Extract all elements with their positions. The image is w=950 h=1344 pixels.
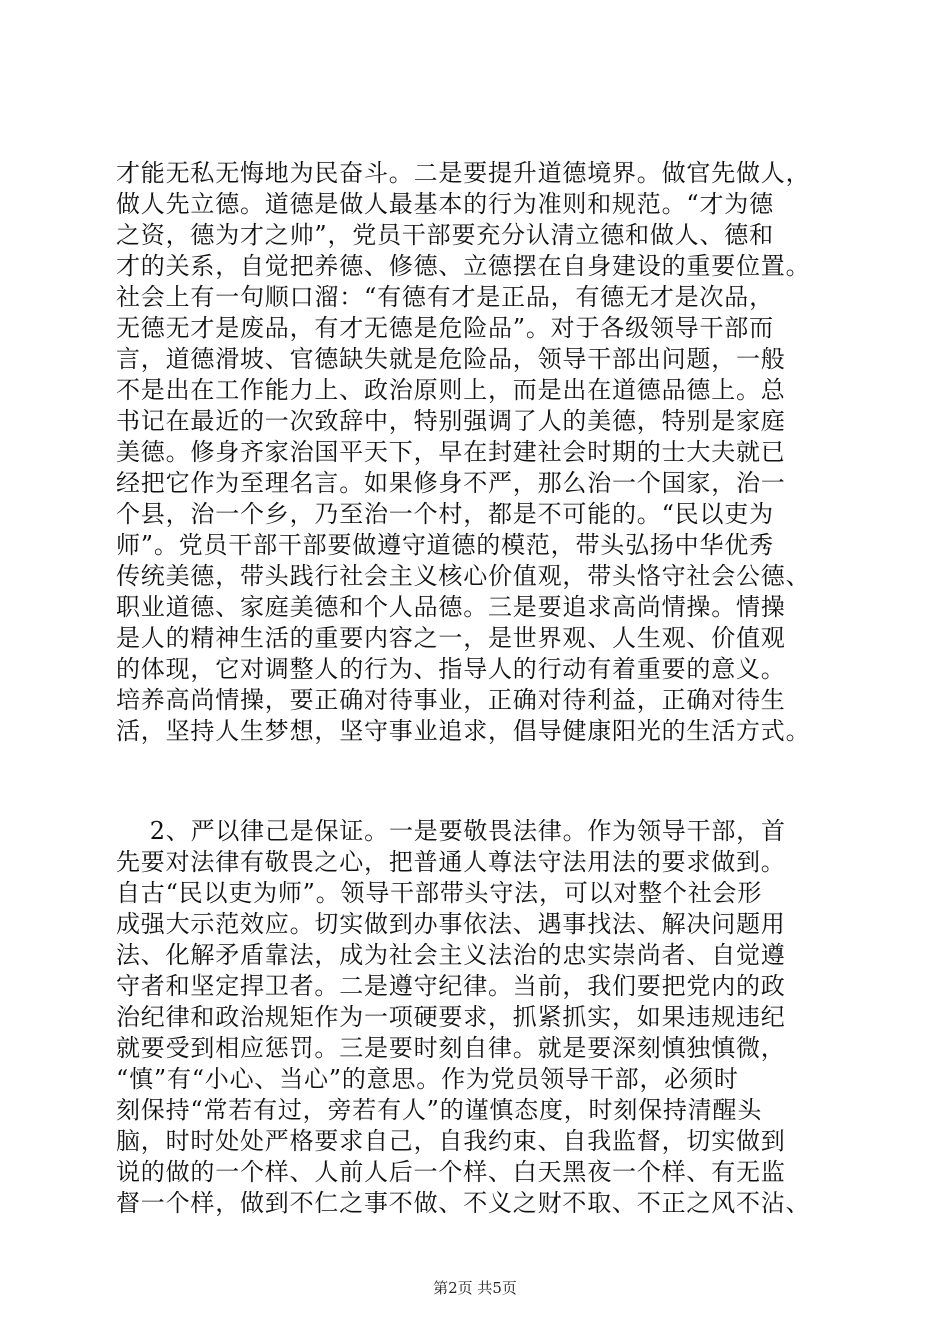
text-line: 先要对法律有敬畏之心，把普通人尊法守法用法的要求做到。: [116, 848, 786, 876]
text-line: 刻保持“常若有过，旁若有人”的谨慎态度，时刻保持清醒头: [116, 1096, 763, 1124]
text-line: 之资，德为才之帅”，党员干部要充分认清立德和做人、德和: [116, 221, 774, 249]
text-line: 无德无才是废品，有才无德是危险品”。对于各级领导干部而: [116, 314, 774, 342]
text-line: “慎”有“小心、当心”的意思。作为党员领导干部，必须时: [116, 1065, 739, 1093]
text-line: 守者和坚定捍卫者。二是遵守纪律。当前，我们要把党内的政: [116, 972, 786, 1000]
text-line: 成强大示范效应。切实做到办事依法、遇事找法、解决问题用: [116, 910, 786, 938]
text-line: 做人先立德。道德是做人最基本的行为准则和规范。“才为德: [116, 190, 774, 218]
text-line: 就要受到相应惩罚。三是要时刻自律。就是要深刻慎独慎微，: [116, 1034, 786, 1062]
text-line: 传统美德，带头践行社会主义核心价值观，带头恪守社会公德、: [116, 562, 811, 590]
text-line: 美德。修身齐家治国平天下，早在封建社会时期的士大夫就已: [116, 438, 786, 466]
page-footer: 第2页 共5页: [433, 1279, 517, 1297]
text-line: 督一个样，做到不仁之事不做、不义之财不取、不正之风不沾、: [116, 1189, 811, 1217]
text-line: 经把它作为至理名言。如果修身不严，那么治一个国家，治一: [116, 469, 786, 497]
text-line: 法、化解矛盾靠法，成为社会主义法治的忠实崇尚者、自觉遵: [116, 941, 786, 969]
text-line: 个县，治一个乡，乃至治一个村，都是不可能的。“民以吏为: [116, 500, 774, 528]
text-line: 培养高尚情操，要正确对待事业，正确对待利益，正确对待生: [116, 686, 786, 714]
text-line: 脑，时时处处严格要求自己，自我约束、自我监督，切实做到: [116, 1127, 786, 1155]
text-line: 自古“民以吏为师”。领导干部带头守法，可以对整个社会形: [116, 879, 763, 907]
text-line: 师”。党员干部干部要做遵守道德的模范，带头弘扬中华优秀: [116, 531, 774, 559]
text-line: 2、严以律己是保证。一是要敬畏法律。作为领导干部，首: [116, 817, 786, 845]
text-line: 说的做的一个样、人前人后一个样、白天黑夜一个样、有无监: [116, 1158, 786, 1186]
text-line: 言，道德滑坡、官德缺失就是危险品，领导干部出问题，一般: [116, 345, 786, 373]
text-line: 是人的精神生活的重要内容之一，是世界观、人生观、价值观: [116, 624, 786, 652]
text-line: 活，坚持人生梦想，坚守事业追求，倡导健康阳光的生活方式。: [116, 717, 811, 745]
text-line: 书记在最近的一次致辞中，特别强调了人的美德，特别是家庭: [116, 407, 786, 435]
paragraph-2: [116, 816, 856, 1219]
text-line: 不是出在工作能力上、政治原则上，而是出在道德品德上。总: [116, 376, 786, 404]
text-line: 社会上有一句顺口溜：“有德有才是正品，有德无才是次品，: [116, 283, 774, 311]
text-line: 才的关系，自觉把养德、修德、立德摆在自身建设的重要位置。: [116, 252, 811, 280]
text-line: 治纪律和政治规矩作为一项硬要求，抓紧抓实，如果违规违纪: [116, 1003, 786, 1031]
paragraph-1: [116, 158, 856, 747]
text-line: 的体现，它对调整人的行为、指导人的行动有着重要的意义。: [116, 655, 786, 683]
text-line: 才能无私无悔地为民奋斗。二是要提升道德境界。做官先做人，: [116, 159, 811, 187]
text-line: 职业道德、家庭美德和个人品德。三是要追求高尚情操。情操: [116, 593, 786, 621]
